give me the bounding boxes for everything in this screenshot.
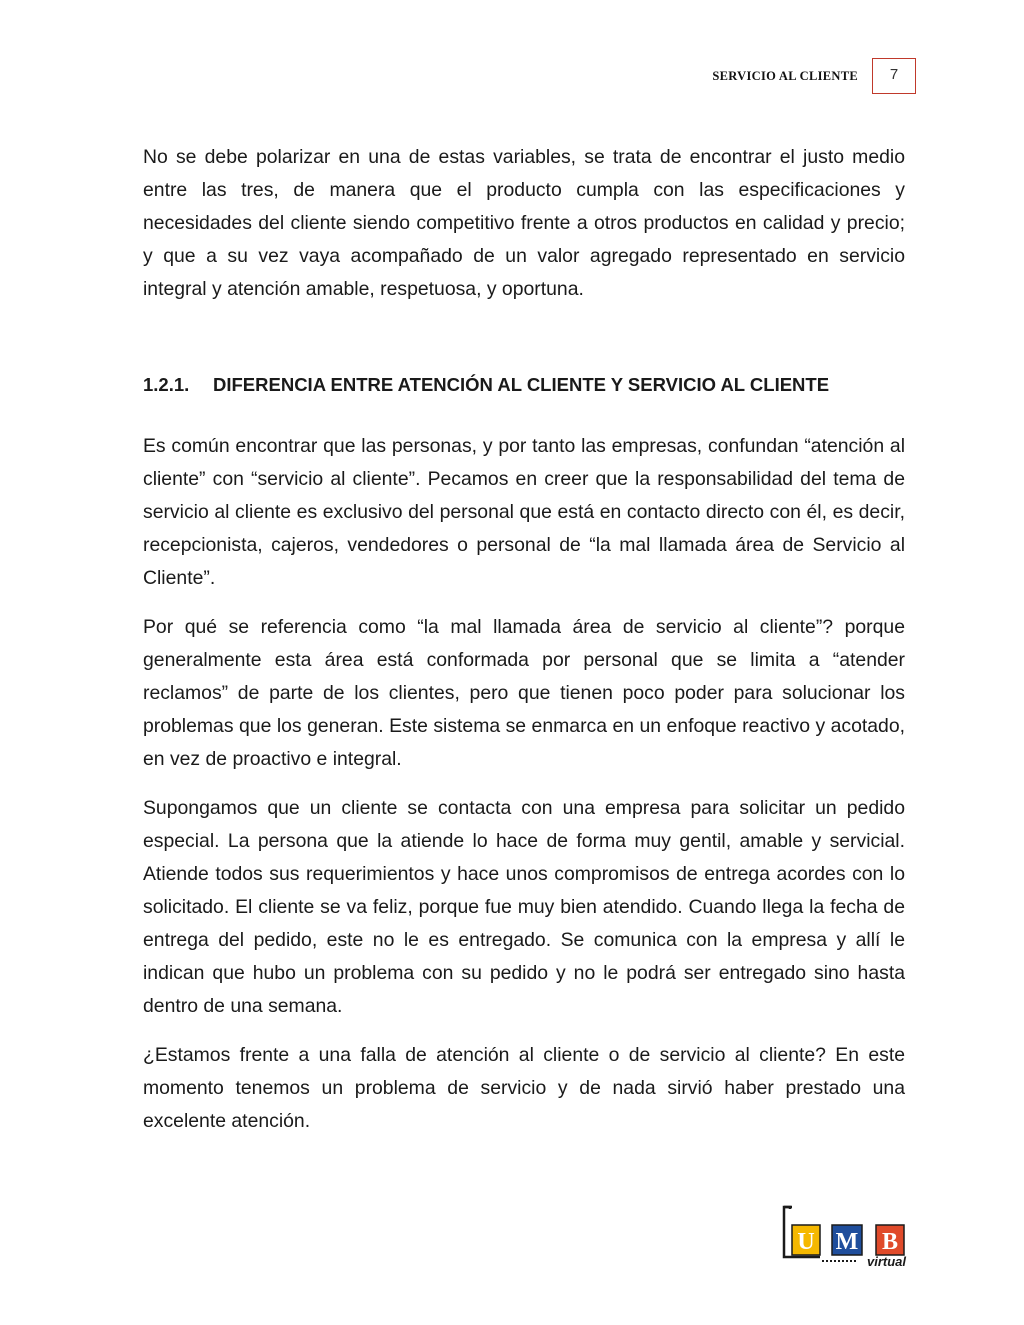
- umb-virtual-logo: [782, 1205, 908, 1269]
- section-title: DIFERENCIA ENTRE ATENCIÓN AL CLIENTE Y SERVICIO AL CLIENTE: [213, 374, 830, 395]
- paragraph: ¿Estamos frente a una falla de atención al cliente o de servicio al cliente? En este momento tenemos un problema de servicio y de nada sirvió haber prestado una excelente atención.: [143, 1044, 905, 1132]
- page-number-box: [872, 58, 916, 94]
- section-heading: [143, 372, 905, 398]
- page-number: 7: [889, 66, 899, 83]
- page-header: [560, 58, 916, 96]
- logo-letter-b: B: [881, 1229, 899, 1255]
- paragraph: No se debe polarizar en una de estas variables, se trata de encontrar el justo medio entre las tres, de manera que el producto cumpla con las especificaciones y necesidades del cliente siendo competitivo frente a otros productos en calidad y precio; y que a su vez vaya acompañado de un valor agregado representado en servicio integral y atención amable, respetuosa, y oportuna.: [143, 146, 905, 300]
- section-number: 1.2.1.: [143, 374, 190, 395]
- logo-letter-m: M: [835, 1229, 859, 1255]
- paragraph: Es común encontrar que las personas, y por tanto las empresas, confundan “atención al cliente” con “servicio al cliente”. Pecamos en creer que la responsabilidad del tema de servicio al cliente es exclusivo del personal que está en contacto directo con él, es decir, recepcionista, cajeros, vendedores o personal de “la mal llamada área de Servicio al Cliente”.: [143, 435, 905, 589]
- running-header-title: SERVICIO AL CLIENTE: [712, 69, 858, 83]
- paragraph: Por qué se referencia como “la mal llamada área de servicio al cliente”? porque generalmente esta área está conformada por personal que se limita a “atender reclamos” de parte de los clientes, pero que tienen poco poder para solucionar los problemas que los generan. Este sistema se enmarca en un enfoque reactivo y acotado, en vez de proactivo e integral.: [143, 616, 905, 770]
- document-body: [143, 141, 905, 1138]
- logo-subtitle: virtual: [866, 1254, 906, 1269]
- paragraph: Supongamos que un cliente se contacta con una empresa para solicitar un pedido especial. La persona que la atiende lo hace de forma muy gentil, amable y servicial. Atiende todos sus requerimientos y hace unos compromisos de entrega acordes con lo solicitado. El cliente se va feliz, porque fue muy bien atendido. Cuando llega la fecha de entrega del pedido, este no le es entregado. Se comunica con la empresa y allí le indican que hubo un problema con su pedido y no le podrá ser entregado sino hasta dentro de una semana.: [143, 797, 905, 1017]
- logo-letter-u: U: [797, 1229, 815, 1255]
